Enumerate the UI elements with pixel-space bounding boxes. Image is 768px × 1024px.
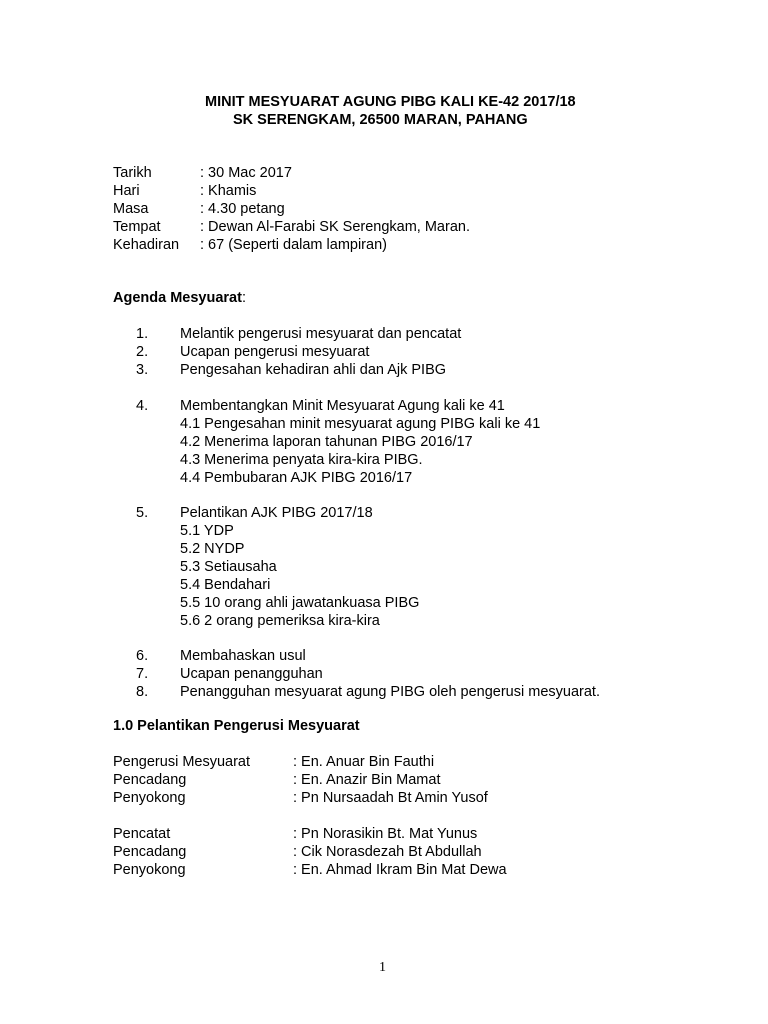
agenda-subitem-4-3: 4.3 Menerima penyata kira-kira PIBG.	[180, 452, 423, 468]
agenda-item-text: Membentangkan Minit Mesyuarat Agung kali ke 41	[180, 398, 505, 414]
agenda-subitem-4-4: 4.4 Pembubaran AJK PIBG 2016/17	[180, 470, 413, 486]
agenda-item-number: 7.	[136, 666, 149, 682]
row-value: : Pn Norasikin Bt. Mat Yunus	[293, 826, 478, 842]
agenda-item-number: 2.	[136, 344, 149, 360]
detail-key: Hari	[113, 183, 140, 199]
detail-value: : 30 Mac 2017	[200, 165, 292, 181]
agenda-subitem-5-3: 5.3 Setiausaha	[180, 559, 277, 575]
row-value: : Pn Nursaadah Bt Amin Yusof	[293, 790, 488, 806]
row-key: Pencatat	[113, 826, 171, 842]
detail-key: Kehadiran	[113, 237, 180, 253]
agenda-subitem-5-4: 5.4 Bendahari	[180, 577, 271, 593]
agenda-item-text: Membahaskan usul	[180, 648, 306, 664]
row-value: : En. Ahmad Ikram Bin Mat Dewa	[293, 862, 507, 878]
row-key: Pencadang	[113, 772, 187, 788]
section-1-heading: 1.0 Pelantikan Pengerusi Mesyuarat	[113, 718, 360, 734]
agenda-item-text: Penangguhan mesyuarat agung PIBG oleh pengerusi mesyuarat.	[180, 684, 600, 700]
detail-key: Masa	[113, 201, 149, 217]
agenda-item-text: Pelantikan AJK PIBG 2017/18	[180, 505, 373, 521]
detail-value: : 67 (Seperti dalam lampiran)	[200, 237, 387, 253]
agenda-heading-colon: :	[241, 290, 246, 306]
agenda-subitem-5-6: 5.6 2 orang pemeriksa kira-kira	[180, 613, 380, 629]
row-key: Pengerusi Mesyuarat	[113, 754, 251, 770]
page-number: 1	[379, 960, 386, 975]
document-title-line-1: MINIT MESYUARAT AGUNG PIBG KALI KE-42 2017/18	[205, 94, 576, 110]
detail-value: : Dewan Al-Farabi SK Serengkam, Maran.	[200, 219, 470, 235]
agenda-item-number: 5.	[136, 505, 149, 521]
agenda-heading	[113, 290, 246, 306]
row-key: Penyokong	[113, 862, 186, 878]
row-key: Pencadang	[113, 844, 187, 860]
agenda-subitem-5-5: 5.5 10 orang ahli jawatankuasa PIBG	[180, 595, 420, 611]
row-value: : Cik Norasdezah Bt Abdullah	[293, 844, 482, 860]
row-key: Penyokong	[113, 790, 186, 806]
agenda-item-text: Ucapan pengerusi mesyuarat	[180, 344, 370, 360]
agenda-item-number: 1.	[136, 326, 149, 342]
agenda-subitem-5-2: 5.2 NYDP	[180, 541, 245, 557]
agenda-heading-text: Agenda Mesyuarat	[113, 290, 242, 306]
detail-key: Tarikh	[113, 165, 152, 181]
detail-value: : 4.30 petang	[200, 201, 285, 217]
agenda-item-number: 4.	[136, 398, 149, 414]
agenda-item-number: 6.	[136, 648, 149, 664]
document-title-line-2: SK SERENGKAM, 26500 MARAN, PAHANG	[233, 112, 528, 128]
agenda-item-text: Melantik pengerusi mesyuarat dan pencatat	[180, 326, 462, 342]
agenda-subitem-4-2: 4.2 Menerima laporan tahunan PIBG 2016/17	[180, 434, 473, 450]
detail-value: : Khamis	[200, 183, 257, 199]
agenda-item-text: Pengesahan kehadiran ahli dan Ajk PIBG	[180, 362, 447, 378]
agenda-item-number: 8.	[136, 684, 149, 700]
row-value: : En. Anazir Bin Mamat	[293, 772, 441, 788]
agenda-item-number: 3.	[136, 362, 149, 378]
detail-key: Tempat	[113, 219, 161, 235]
agenda-subitem-5-1: 5.1 YDP	[180, 523, 234, 539]
row-value: : En. Anuar Bin Fauthi	[293, 754, 435, 770]
agenda-subitem-4-1: 4.1 Pengesahan minit mesyuarat agung PIBG kali ke 41	[180, 416, 541, 432]
agenda-item-text: Ucapan penangguhan	[180, 666, 323, 682]
